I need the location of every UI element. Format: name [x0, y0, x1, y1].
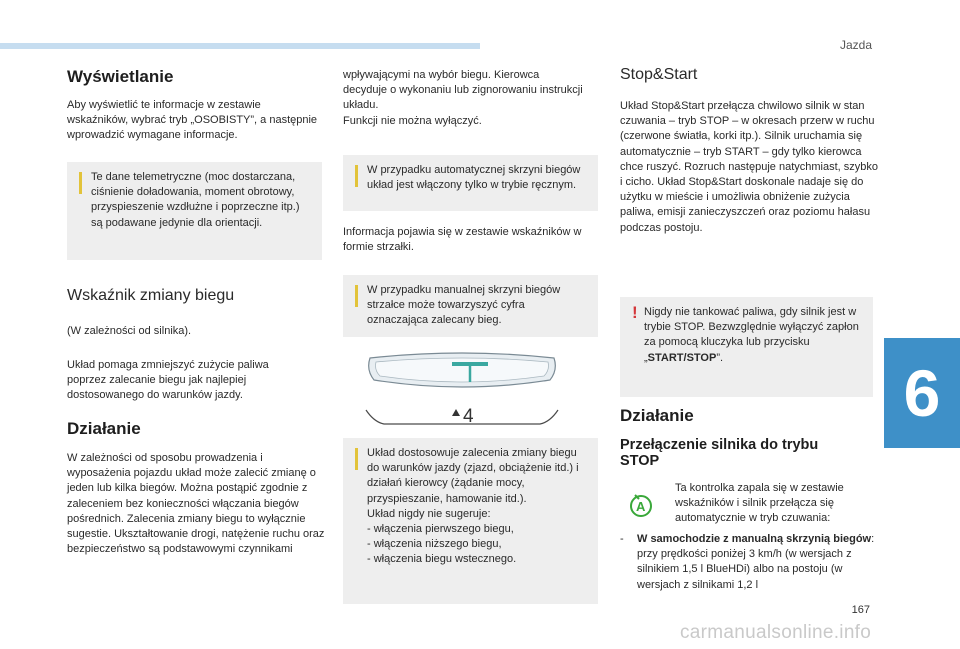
stop-start-a-icon — [625, 490, 659, 520]
note-adapt-line-1: Układ dostosowuje zalecenia zmiany biegu do warunków jazdy (zjazd, obciążenie itd.) i działań kierowcy (żądanie mocy, przyspieszanie, hamowanie itd.). — [367, 447, 579, 505]
up-arrow-icon — [452, 409, 460, 416]
paragraph-operation: W zależności od sposobu prowadzenia i wyposażenia pojazdu układ może zalecić zmianę o jeden lub kilka biegów. Można postąpić zgodnie z zaleceniem bez konieczności włączania biegów pośrednich. Zalecenia zmiany biegu to wyłącznie sugestie. Ukształtowanie drogi, natężenie ruchu oraz bezpieczeństwo są podstawowymi czynnikami — [67, 452, 325, 556]
note-manual-text: W przypadku manualnej skrzyni biegów strzałce może towarzyszyć cyfra oznaczająca zalecany bieg. — [367, 284, 561, 327]
paragraph-engine: (W zależności od silnika). — [67, 325, 192, 337]
watermark: carmanualsonline.info — [680, 622, 872, 643]
bullet-dash: - — [620, 533, 624, 545]
note-info-icon — [355, 165, 358, 187]
paragraph-stop-start: Układ Stop&Start przełącza chwilowo silnik w stan czuwania – tryb STOP – w okresach przerw w ruchu (czerwone światła, korki itp.). Silnik uruchamia się automatycznie – tryb START – gdy tylko kierowca chce ruszyć. Rozruch następuje natychmiast, szybko i cicho. Układ Stop&Start doskonale nadaje się do użytku w mieście i umożliwia obniżenie zużycia paliwa, emisji zanieczyszczeń oraz poziomu hałasu podczas postoju. — [620, 100, 879, 234]
paragraph-gear: Układ pomaga zmniejszyć zużycie paliwa poprzez zalecanie biegu jak najlepiej dostosowanego do warunków jazdy. — [67, 359, 269, 402]
heading-stop-start: Stop&Start — [620, 66, 698, 83]
note-automatic-text: W przypadku automatycznej skrzyni biegów układ jest włączony tylko w trybie ręcznym. — [367, 164, 581, 192]
warning-refuel-text: Nigdy nie tankować paliwa, gdy silnik jest w trybie STOP. Bezwzględnie wyłączyć zapłon za pomocą kluczyka lub przycisku „START/STOP”. — [644, 306, 859, 364]
bullet-text: W samochodzie z manualną skrzynią biegów: przy prędkości poniżej 3 km/h (w wersjach z silnikiem 1,5 l BlueHDi) albo na postoju (w wersjach z silnikami 1,2 l — [637, 533, 875, 591]
heading-operation-1: Działanie — [67, 419, 141, 438]
heading-switch-stop: Przełączenie silnika do trybu STOP — [620, 437, 819, 469]
top-accent-bar — [0, 43, 480, 49]
paragraph-lamp: Ta kontrolka zapala się w zestawie wskaźników i silnik przełącza się automatycznie w tryb czuwania: — [675, 482, 844, 525]
heading-display: Wyświetlanie — [67, 67, 174, 86]
note-info-icon — [355, 285, 358, 307]
note-automatic — [343, 155, 598, 211]
chapter-tab: 6 — [884, 338, 960, 448]
gear-bar-glow — [452, 362, 488, 366]
page-number: 167 — [851, 604, 870, 616]
note-adaptation — [343, 438, 598, 604]
paragraph-arrow: Informacja pojawia się w zestawie wskaźników w formie strzałki. — [343, 226, 582, 254]
gear-indicator-graphic — [362, 352, 562, 432]
heading-gear-indicator: Wskaźnik zmiany biegu — [67, 287, 235, 304]
paragraph-continued: wpływającymi na wybór biegu. Kierowca decyduje o wykonaniu lub zignorowaniu instrukcji układu. — [343, 69, 583, 112]
section-label: Jazda — [839, 38, 872, 52]
gear-digit: 4 — [463, 406, 474, 427]
heading-operation-2: Działanie — [620, 406, 694, 425]
warning-exclamation-icon: ! — [632, 303, 638, 322]
note-telemetry — [67, 162, 322, 260]
note-adapt-line-5: - włączenia biegu wstecznego. — [367, 553, 517, 566]
gear-shift-indicator-illustration — [362, 352, 562, 432]
paragraph-display: Aby wyświetlić te informacje w zestawie wskaźników, wybrać tryb „OSOBISTY”, a następnie wprowadzić wymagane informacje. — [67, 99, 318, 142]
note-adapt-line-2: Układ nigdy nie sugeruje: — [367, 507, 491, 520]
note-manual — [343, 275, 598, 337]
note-telemetry-text: Te dane telemetryczne (moc dostarczana, ciśnienie doładowania, moment obrotowy, przyspieszenie wzdłużne i poprzeczne itp.) są podawane jedynie dla orientacji. — [91, 171, 300, 229]
note-info-icon — [79, 172, 82, 194]
icon-letter: A — [636, 499, 646, 514]
warning-refuel — [620, 297, 873, 397]
note-info-icon — [355, 448, 358, 470]
note-adapt-line-3: - włączenia pierwszego biegu, — [367, 523, 514, 536]
paragraph-no-disable: Funkcji nie można wyłączyć. — [343, 115, 482, 127]
note-adapt-line-4: - włączenia niższego biegu, — [367, 538, 502, 551]
